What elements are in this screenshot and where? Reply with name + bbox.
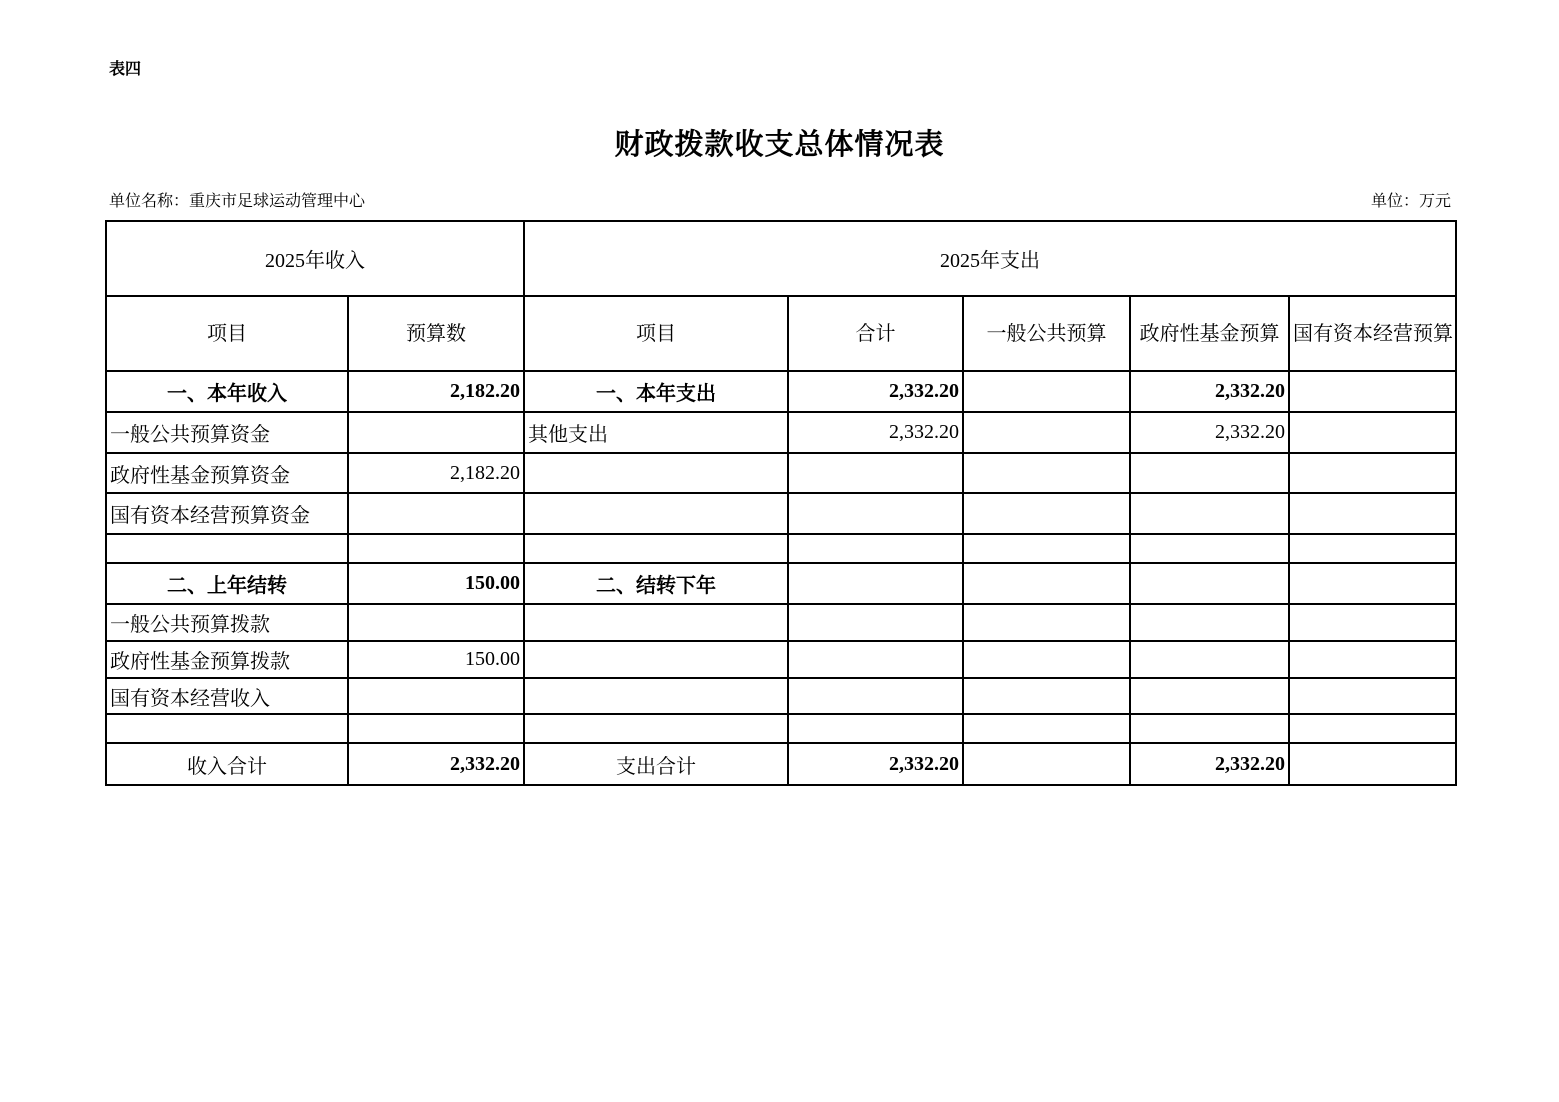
amount-cell — [1289, 714, 1456, 743]
amount-cell — [788, 563, 963, 604]
item-label-cell — [524, 604, 788, 641]
amount-cell: 2,182.20 — [348, 371, 524, 412]
amount-cell — [1289, 563, 1456, 604]
amount-cell — [963, 563, 1130, 604]
amount-cell: 2,332.20 — [788, 743, 963, 785]
unit-name: 单位名称：重庆市足球运动管理中心 — [109, 191, 366, 210]
amount-cell — [963, 714, 1130, 743]
category-label-cell: 二、上年结转 — [106, 563, 348, 604]
amount-cell — [788, 604, 963, 641]
amount-cell — [1289, 412, 1456, 453]
amount-cell: 2,332.20 — [1130, 371, 1289, 412]
income-group-header: 2025年收入 — [106, 221, 524, 296]
table-row — [106, 743, 1456, 785]
table-row — [106, 678, 1456, 714]
currency-unit: 单位：万元 — [1370, 191, 1451, 210]
amount-cell — [1289, 678, 1456, 714]
column-header: 国有资本经营预算 — [1289, 296, 1456, 371]
amount-cell — [963, 534, 1130, 563]
item-label-cell — [106, 714, 348, 743]
amount-cell — [1289, 641, 1456, 678]
amount-cell — [1130, 453, 1289, 493]
item-label-cell: 一般公共预算拨款 — [106, 604, 348, 641]
item-label-cell — [524, 641, 788, 678]
amount-cell — [1130, 534, 1289, 563]
item-label-cell: 一般公共预算资金 — [106, 412, 348, 453]
amount-cell — [963, 604, 1130, 641]
amount-cell — [1130, 714, 1289, 743]
item-label-cell — [524, 493, 788, 534]
table-row — [106, 641, 1456, 678]
amount-cell — [963, 641, 1130, 678]
amount-cell — [1130, 678, 1289, 714]
amount-cell — [963, 371, 1130, 412]
amount-cell: 2,332.20 — [788, 412, 963, 453]
table-row — [106, 412, 1456, 453]
amount-cell — [348, 412, 524, 453]
table-number: 表四 — [109, 59, 142, 78]
category-label-cell: 二、结转下年 — [524, 563, 788, 604]
amount-cell — [1289, 453, 1456, 493]
amount-cell — [348, 493, 524, 534]
column-header: 一般公共预算 — [963, 296, 1130, 371]
amount-cell — [1289, 534, 1456, 563]
column-header: 合计 — [788, 296, 963, 371]
table-row — [106, 534, 1456, 563]
column-header: 政府性基金预算 — [1130, 296, 1289, 371]
column-header: 项目 — [106, 296, 348, 371]
item-label-cell: 政府性基金预算资金 — [106, 453, 348, 493]
item-label-cell: 其他支出 — [524, 412, 788, 453]
amount-cell — [788, 678, 963, 714]
amount-cell — [1289, 604, 1456, 641]
total-label-cell: 收入合计 — [106, 743, 348, 785]
table-row — [106, 714, 1456, 743]
item-label-cell: 国有资本经营收入 — [106, 678, 348, 714]
item-label-cell — [524, 534, 788, 563]
item-label-cell — [106, 534, 348, 563]
category-label-cell: 一、本年支出 — [524, 371, 788, 412]
amount-cell — [348, 678, 524, 714]
item-label-cell — [524, 453, 788, 493]
column-header: 预算数 — [348, 296, 524, 371]
amount-cell — [788, 641, 963, 678]
amount-cell — [1289, 493, 1456, 534]
table-row — [106, 371, 1456, 412]
total-label-cell: 支出合计 — [524, 743, 788, 785]
table-row — [106, 453, 1456, 493]
amount-cell: 2,182.20 — [348, 453, 524, 493]
amount-cell: 2,332.20 — [788, 371, 963, 412]
amount-cell — [1130, 493, 1289, 534]
item-label-cell: 国有资本经营预算资金 — [106, 493, 348, 534]
table-row — [106, 563, 1456, 604]
amount-cell — [788, 453, 963, 493]
item-label-cell — [524, 714, 788, 743]
budget-table — [105, 220, 1457, 786]
amount-cell — [1130, 563, 1289, 604]
amount-cell — [788, 534, 963, 563]
column-header-row — [106, 296, 1456, 371]
table-row — [106, 493, 1456, 534]
amount-cell: 150.00 — [348, 563, 524, 604]
document-title: 财政拨款收支总体情况表 — [614, 127, 945, 161]
amount-cell: 2,332.20 — [1130, 743, 1289, 785]
category-label-cell: 一、本年收入 — [106, 371, 348, 412]
amount-cell — [1130, 641, 1289, 678]
expense-group-header: 2025年支出 — [524, 221, 1456, 296]
amount-cell — [788, 714, 963, 743]
amount-cell: 150.00 — [348, 641, 524, 678]
amount-cell — [963, 743, 1130, 785]
column-header: 项目 — [524, 296, 788, 371]
item-label-cell — [524, 678, 788, 714]
amount-cell — [788, 493, 963, 534]
item-label-cell: 政府性基金预算拨款 — [106, 641, 348, 678]
amount-cell — [963, 678, 1130, 714]
group-header-row — [106, 221, 1456, 296]
amount-cell — [1130, 604, 1289, 641]
amount-cell — [963, 453, 1130, 493]
amount-cell — [1289, 743, 1456, 785]
amount-cell — [348, 534, 524, 563]
amount-cell: 2,332.20 — [348, 743, 524, 785]
table-row — [106, 604, 1456, 641]
amount-cell — [1289, 371, 1456, 412]
amount-cell — [348, 714, 524, 743]
amount-cell: 2,332.20 — [1130, 412, 1289, 453]
amount-cell — [348, 604, 524, 641]
amount-cell — [963, 412, 1130, 453]
amount-cell — [963, 493, 1130, 534]
